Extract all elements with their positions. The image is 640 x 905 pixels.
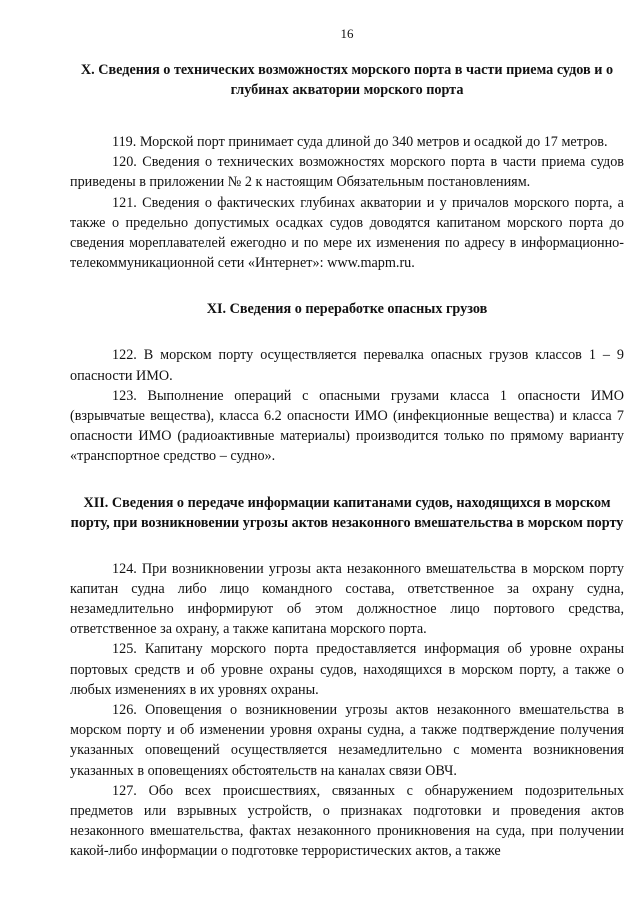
paragraph-125: 125. Капитану морского порта предоставляется информация об уровне охраны портовых средств и об уровне охраны судов, находящихся в морском порту, а также о любых изменениях в их уровнях охраны.: [70, 641, 624, 698]
section-title-xii: XII. Сведения о передаче информации капитанами судов, находящихся в морском порту, при возникновении угрозы актов незаконного вмешательства в морском порту: [70, 494, 624, 531]
paragraph-122: 122. В морском порту осуществляется перевалка опасных грузов классов 1 – 9 опасности ИМО.: [70, 347, 624, 384]
paragraph-126: 126. Оповещения о возникновении угрозы актов незаконного вмешательства в морском порту и об изменении уровня охраны судна, а также подтверждение получения указанных оповещений осуществляется незамедлительно с момента возникновения указанных в оповещениях обстоятельств на каналах связи ОВЧ.: [70, 702, 624, 779]
document-page: [70, 26, 624, 862]
paragraph-127: 127. Обо всех происшествиях, связанных с обнаружением подозрительных предметов или взрывных устройств, о признаках подготовки и проведения актов незаконного вмешательства, фактах незаконного проникновения на суда, при получении какой-либо информации о подготовке террористических актов, а также: [70, 782, 624, 860]
page-number: 16: [340, 26, 354, 41]
section-title-x: X. Сведения о технических возможностях морского порта в части приема судов и о глубинах акватории морского порта: [80, 62, 614, 98]
paragraph-124: 124. При возникновении угрозы акта незаконного вмешательства в морском порту капитан судна либо лицо командного состава, ответственное за охрану судна, незамедлительно информируют об этом должностное лицо портового средства, ответственное за охрану, а также капитана морского порта.: [70, 560, 624, 638]
paragraph-119: 119. Морской порт принимает суда длиной до 340 метров и осадкой до 17 метров.: [112, 134, 608, 150]
section-title-xi: XI. Сведения о переработке опасных грузов: [206, 301, 488, 318]
paragraph-120: 120. Сведения о технических возможностях морского порта в части приема судов приведены в приложении № 2 к настоящим Обязательным постановлениям.: [70, 154, 624, 191]
paragraph-121: 121. Сведения о фактических глубинах акватории и у причалов морского порта, а также о предельно допустимых осадках судов доводятся капитаном морского порта до сведения мореплавателей ежегодно и по мере их изменения по адресу в информационно-телекоммуникационной сети «Интернет»: www.mapm.ru.: [70, 194, 624, 272]
paragraph-123: 123. Выполнение операций с опасными грузами класса 1 опасности ИМО (взрывчатые вещества), класса 6.2 опасности ИМО (инфекционные вещества) и класса 7 опасности ИМО (радиоактивные материалы) производится только по прямому варианту «транспортное средство – судно».: [70, 387, 624, 465]
